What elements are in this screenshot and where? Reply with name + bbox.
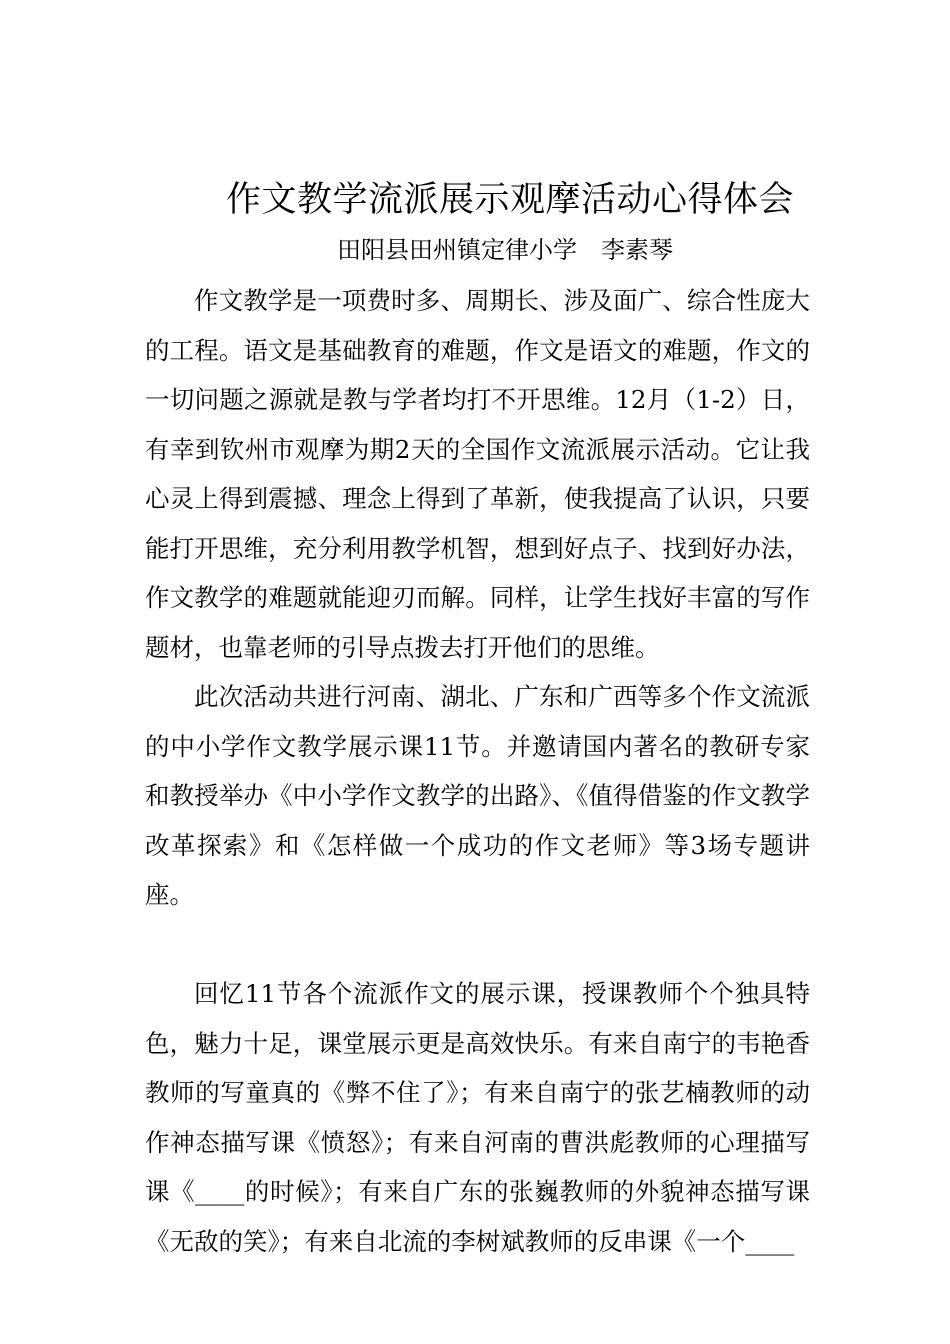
- document-body: [145, 276, 810, 1266]
- paragraph-spacer: [145, 920, 810, 970]
- paragraph-2: 此次活动共进行河南、湖北、广东和广西等多个作文流派的中小学作文教学展示课11节。并邀请国内著名的教研专家和教授举办《中小学作文教学的出路》、《值得借鉴的作文教学改革探索》和《怎样做一个成功的作文老师》等3场专题讲座。: [145, 682, 810, 909]
- document-title: 作文教学流派展示观摩活动心得体会: [225, 180, 794, 220]
- author-line: 田阳县田州镇定律小学 李素琴: [337, 236, 673, 264]
- paragraph-1: 作文教学是一项费时多、周期长、涉及面广、综合性庞大的工程。语文是基础教育的难题，作文是语文的难题，作文的一切问题之源就是教与学者均打不开思维。12月（1-2）日，有幸到钦州市观摩为期2天的全国作文流派展示活动。它让我心灵上得到震撼、理念上得到了革新，使我提高了认识，只要能打开思维，充分利用教学机智，想到好点子、找到好办法，作文教学的难题就能迎刃而解。同样，让学生找好丰富的写作题材，也靠老师的引导点拨去打开他们的思维。: [145, 286, 810, 662]
- paragraph-3: 回忆11节各个流派作文的展示课，授课教师个个独具特色，魅力十足，课堂展示更是高效快乐。有来自南宁的韦艳香教师的写童真的《弊不住了》；有来自南宁的张艺楠教师的动作神态描写课《愤怒》；有来自河南的曹洪彪教师的心理描写课《____的时候》；有来自广东的张巍教师的外貌神态描写课《无敌的笑》；有来自北流的李树斌教师的反串课《一个____: [145, 979, 810, 1256]
